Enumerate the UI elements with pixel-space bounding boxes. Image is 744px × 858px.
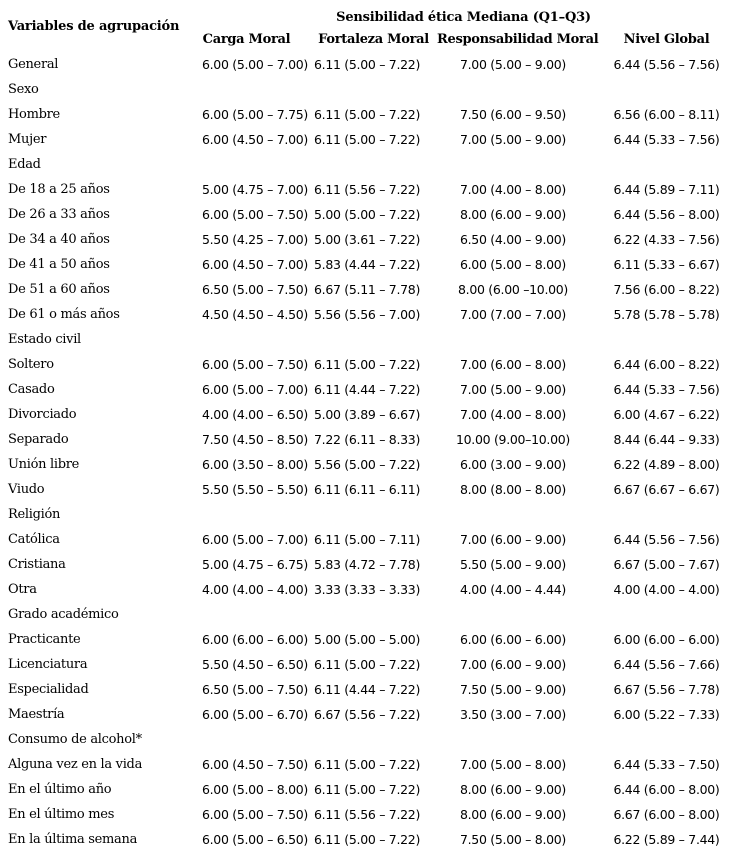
cell-nivel-global: 6.00 (4.67 – 6.22) (613, 407, 720, 422)
row-label: Divorciado (8, 407, 77, 422)
column-header-carga-moral: Carga Moral (202, 31, 291, 47)
cell-fortaleza-moral: 6.11 (5.00 – 7.11) (314, 532, 421, 547)
group-label: Sexo (8, 82, 39, 97)
cell-nivel-global: 6.44 (5.56 – 7.66) (613, 657, 720, 672)
table-row (0, 302, 744, 327)
cell-carga-moral: 6.00 (5.00 – 8.00) (201, 782, 308, 797)
column-header-fortaleza-moral: Fortaleza Moral (318, 31, 429, 47)
cell-nivel-global: 6.67 (5.00 – 7.67) (613, 557, 720, 572)
row-label: De 51 a 60 años (8, 282, 110, 297)
cell-nivel-global (589, 502, 744, 527)
cell-nivel-global: 6.44 (5.33 – 7.56) (613, 382, 720, 397)
cell-nivel-global: 6.44 (5.56 – 7.56) (613, 532, 720, 547)
table-row (0, 102, 744, 127)
cell-fortaleza-moral: 6.67 (5.56 – 7.22) (314, 707, 421, 722)
cell-responsabilidad-moral: 6.00 (5.00 – 8.00) (459, 257, 567, 272)
cell-responsabilidad-moral: 7.00 (4.00 – 8.00) (459, 407, 567, 422)
cell-carga-moral: 5.50 (5.50 – 5.50) (201, 482, 308, 497)
cell-carga-moral: 5.50 (4.25 – 7.00) (201, 232, 308, 247)
cell-responsabilidad-moral: 7.00 (6.00 – 9.00) (459, 657, 567, 672)
row-label: Casado (8, 382, 55, 397)
row-label: Mujer (8, 132, 47, 147)
group-row (0, 77, 744, 102)
cell-fortaleza-moral (310, 152, 437, 177)
cell-responsabilidad-moral: 8.00 (6.00 –10.00) (458, 282, 568, 297)
cell-responsabilidad-moral: 7.00 (5.00 – 9.00) (459, 57, 567, 72)
header-row-group (0, 0, 744, 28)
table-row (0, 552, 744, 577)
cell-carga-moral (183, 327, 310, 352)
cell-fortaleza-moral: 5.83 (4.44 – 7.22) (314, 257, 421, 272)
group-label: Religión (8, 507, 61, 522)
cell-fortaleza-moral (310, 502, 437, 527)
row-label: Cristiana (8, 557, 66, 572)
table-row (0, 227, 744, 252)
cell-nivel-global: 4.00 (4.00 – 4.00) (613, 582, 720, 597)
group-label: Grado académico (8, 607, 119, 622)
cell-nivel-global: 8.44 (6.44 – 9.33) (613, 432, 720, 447)
group-row (0, 152, 744, 177)
cell-carga-moral (183, 602, 310, 627)
cell-nivel-global: 6.00 (5.22 – 7.33) (613, 707, 720, 722)
column-header-responsabilidad-moral: Responsabilidad Moral (437, 31, 599, 47)
cell-nivel-global (589, 602, 744, 627)
column-header-nivel-global: Nivel Global (623, 31, 710, 47)
cell-responsabilidad-moral: 7.00 (5.00 – 9.00) (459, 382, 567, 397)
cell-carga-moral (183, 77, 310, 102)
cell-responsabilidad-moral: 7.00 (5.00 – 9.00) (459, 132, 567, 147)
cell-fortaleza-moral: 5.00 (3.61 – 7.22) (314, 232, 421, 247)
group-label: Edad (8, 157, 41, 172)
cell-fortaleza-moral: 6.11 (5.00 – 7.22) (314, 132, 421, 147)
cell-responsabilidad-moral: 3.50 (3.00 – 7.00) (459, 707, 567, 722)
cell-responsabilidad-moral (437, 602, 589, 627)
cell-carga-moral: 4.50 (4.50 – 4.50) (201, 307, 308, 322)
cell-fortaleza-moral: 5.00 (5.00 – 7.22) (314, 207, 421, 222)
table-row (0, 52, 744, 77)
cell-responsabilidad-moral (437, 152, 589, 177)
cell-carga-moral: 6.00 (5.00 – 6.50) (201, 832, 308, 847)
table-row (0, 452, 744, 477)
cell-carga-moral (183, 152, 310, 177)
row-label: Hombre (8, 107, 60, 122)
table-row (0, 177, 744, 202)
cell-responsabilidad-moral (437, 327, 589, 352)
group-label: Consumo de alcohol* (8, 732, 142, 747)
cell-nivel-global: 6.44 (5.56 – 7.56) (613, 57, 720, 72)
group-row (0, 502, 744, 527)
cell-nivel-global: 5.78 (5.78 – 5.78) (613, 307, 720, 322)
table-row (0, 352, 744, 377)
cell-fortaleza-moral: 6.11 (5.00 – 7.22) (314, 757, 421, 772)
cell-carga-moral: 6.00 (5.00 – 6.70) (201, 707, 308, 722)
cell-carga-moral: 6.50 (5.00 – 7.50) (201, 682, 308, 697)
cell-fortaleza-moral: 6.67 (5.11 – 7.78) (314, 282, 421, 297)
cell-nivel-global: 6.44 (6.00 – 8.00) (613, 782, 720, 797)
row-label: Maestría (8, 707, 65, 722)
cell-carga-moral (183, 727, 310, 752)
cell-nivel-global: 6.00 (6.00 – 6.00) (613, 632, 720, 647)
cell-carga-moral: 5.00 (4.75 – 6.75) (201, 557, 308, 572)
cell-responsabilidad-moral (437, 77, 589, 102)
cell-fortaleza-moral: 3.33 (3.33 – 3.33) (314, 582, 421, 597)
cell-fortaleza-moral: 6.11 (6.11 – 6.11) (314, 482, 421, 497)
table-row (0, 702, 744, 727)
cell-responsabilidad-moral: 4.00 (4.00 – 4.44) (459, 582, 567, 597)
row-header-title: Variables de agrupación (8, 18, 180, 34)
cell-carga-moral: 6.00 (5.00 – 7.00) (201, 382, 308, 397)
cell-nivel-global: 6.22 (4.33 – 7.56) (613, 232, 720, 247)
cell-fortaleza-moral: 5.83 (4.72 – 7.78) (314, 557, 421, 572)
cell-nivel-global (589, 727, 744, 752)
cell-nivel-global: 6.67 (6.00 – 8.00) (613, 807, 720, 822)
table-row (0, 777, 744, 802)
cell-responsabilidad-moral: 7.50 (6.00 – 9.50) (459, 107, 567, 122)
cell-responsabilidad-moral: 7.00 (7.00 – 7.00) (459, 307, 567, 322)
cell-fortaleza-moral (310, 327, 437, 352)
row-label: Licenciatura (8, 657, 88, 672)
cell-fortaleza-moral: 6.11 (4.44 – 7.22) (314, 382, 421, 397)
table-row (0, 277, 744, 302)
cell-carga-moral: 6.00 (5.00 – 7.50) (201, 807, 308, 822)
row-label: De 26 a 33 años (8, 207, 110, 222)
cell-nivel-global: 6.44 (5.33 – 7.56) (613, 132, 720, 147)
row-label: Soltero (8, 357, 54, 372)
cell-carga-moral: 4.00 (4.00 – 6.50) (201, 407, 308, 422)
cell-fortaleza-moral: 5.00 (5.00 – 5.00) (314, 632, 421, 647)
cell-fortaleza-moral: 5.00 (3.89 – 6.67) (314, 407, 421, 422)
table-row (0, 577, 744, 602)
table-row (0, 802, 744, 827)
cell-fortaleza-moral: 6.11 (5.00 – 7.22) (314, 357, 421, 372)
table-row (0, 627, 744, 652)
cell-carga-moral: 6.00 (6.00 – 6.00) (201, 632, 308, 647)
table-row (0, 677, 744, 702)
cell-fortaleza-moral: 6.11 (4.44 – 7.22) (314, 682, 421, 697)
cell-responsabilidad-moral: 7.00 (6.00 – 9.00) (459, 532, 567, 547)
cell-fortaleza-moral (310, 727, 437, 752)
cell-carga-moral: 6.00 (4.50 – 7.50) (201, 757, 308, 772)
cell-carga-moral: 5.50 (4.50 – 6.50) (201, 657, 308, 672)
cell-fortaleza-moral (310, 77, 437, 102)
row-label: En el último mes (8, 807, 115, 822)
cell-responsabilidad-moral: 6.50 (4.00 – 9.00) (459, 232, 567, 247)
cell-fortaleza-moral: 6.11 (5.00 – 7.22) (314, 782, 421, 797)
cell-fortaleza-moral: 6.11 (5.00 – 7.22) (314, 832, 421, 847)
cell-responsabilidad-moral: 6.00 (3.00 – 9.00) (459, 457, 567, 472)
cell-responsabilidad-moral: 7.50 (5.00 – 8.00) (459, 832, 567, 847)
row-label: Especialidad (8, 682, 89, 697)
cell-carga-moral: 6.00 (5.00 – 7.75) (201, 107, 308, 122)
cell-nivel-global: 6.44 (5.33 – 7.50) (613, 757, 720, 772)
cell-carga-moral: 6.00 (5.00 – 7.00) (201, 57, 308, 72)
row-label: De 41 a 50 años (8, 257, 110, 272)
cell-responsabilidad-moral: 6.00 (6.00 – 6.00) (459, 632, 567, 647)
cell-fortaleza-moral: 5.56 (5.00 – 7.22) (314, 457, 421, 472)
cell-fortaleza-moral: 5.56 (5.56 – 7.00) (314, 307, 421, 322)
cell-nivel-global: 7.56 (6.00 – 8.22) (613, 282, 720, 297)
table-body (0, 52, 744, 852)
cell-carga-moral: 4.00 (4.00 – 4.00) (201, 582, 308, 597)
group-row (0, 727, 744, 752)
cell-carga-moral: 6.00 (5.00 – 7.50) (201, 357, 308, 372)
row-label: Viudo (8, 482, 45, 497)
cell-nivel-global: 6.67 (5.56 – 7.78) (613, 682, 720, 697)
cell-nivel-global (589, 77, 744, 102)
cell-responsabilidad-moral: 8.00 (8.00 – 8.00) (459, 482, 567, 497)
row-label: De 34 a 40 años (8, 232, 110, 247)
cell-fortaleza-moral (310, 602, 437, 627)
row-label: En la última semana (8, 832, 138, 847)
row-label: De 18 a 25 años (8, 182, 110, 197)
row-label: De 61 o más años (8, 307, 120, 322)
cell-fortaleza-moral: 6.11 (5.00 – 7.22) (314, 107, 421, 122)
cell-fortaleza-moral: 6.11 (5.56 – 7.22) (314, 182, 421, 197)
cell-carga-moral (183, 502, 310, 527)
row-label: General (8, 57, 59, 72)
table-header (0, 0, 744, 52)
table-row (0, 202, 744, 227)
cell-responsabilidad-moral: 8.00 (6.00 – 9.00) (459, 207, 567, 222)
cell-responsabilidad-moral: 8.00 (6.00 – 9.00) (459, 807, 567, 822)
table-row (0, 402, 744, 427)
table-row (0, 127, 744, 152)
cell-responsabilidad-moral: 7.00 (4.00 – 8.00) (459, 182, 567, 197)
cell-nivel-global: 6.22 (5.89 – 7.44) (613, 832, 720, 847)
row-label: Unión libre (8, 457, 80, 472)
cell-nivel-global: 6.44 (5.89 – 7.11) (613, 182, 720, 197)
table-row (0, 652, 744, 677)
cell-carga-moral: 6.00 (3.50 – 8.00) (201, 457, 308, 472)
row-label: Católica (8, 532, 60, 547)
cell-nivel-global (589, 327, 744, 352)
table-row (0, 827, 744, 852)
row-label: Alguna vez en la vida (8, 757, 143, 772)
cell-carga-moral: 5.00 (4.75 – 7.00) (201, 182, 308, 197)
cell-responsabilidad-moral (437, 502, 589, 527)
cell-responsabilidad-moral (437, 727, 589, 752)
cell-nivel-global: 6.67 (6.67 – 6.67) (613, 482, 720, 497)
table-row (0, 377, 744, 402)
cell-carga-moral: 6.00 (5.00 – 7.00) (201, 532, 308, 547)
cell-responsabilidad-moral: 7.00 (5.00 – 8.00) (459, 757, 567, 772)
group-header: Sensibilidad ética Mediana (Q1–Q3) (336, 9, 591, 25)
cell-responsabilidad-moral: 5.50 (5.00 – 9.00) (459, 557, 567, 572)
cell-responsabilidad-moral: 8.00 (6.00 – 9.00) (459, 782, 567, 797)
cell-fortaleza-moral: 7.22 (6.11 – 8.33) (314, 432, 421, 447)
cell-responsabilidad-moral: 10.00 (9.00–10.00) (456, 432, 570, 447)
group-label: Estado civil (8, 332, 81, 347)
cell-fortaleza-moral: 6.11 (5.56 – 7.22) (314, 807, 421, 822)
cell-responsabilidad-moral: 7.00 (6.00 – 8.00) (459, 357, 567, 372)
cell-carga-moral: 6.00 (5.00 – 7.50) (201, 207, 308, 222)
row-label: En el último año (8, 782, 112, 797)
table-row (0, 752, 744, 777)
cell-fortaleza-moral: 6.11 (5.00 – 7.22) (314, 657, 421, 672)
table-row (0, 527, 744, 552)
row-label: Otra (8, 582, 37, 597)
cell-nivel-global (589, 152, 744, 177)
table-row (0, 477, 744, 502)
cell-carga-moral: 6.00 (4.50 – 7.00) (201, 257, 308, 272)
cell-nivel-global: 6.22 (4.89 – 8.00) (613, 457, 720, 472)
group-row (0, 327, 744, 352)
cell-nivel-global: 6.44 (6.00 – 8.22) (613, 357, 720, 372)
table-row (0, 252, 744, 277)
cell-fortaleza-moral: 6.11 (5.00 – 7.22) (314, 57, 421, 72)
table-row (0, 427, 744, 452)
row-label: Practicante (8, 632, 81, 647)
cell-carga-moral: 7.50 (4.50 – 8.50) (201, 432, 308, 447)
group-row (0, 602, 744, 627)
cell-nivel-global: 6.11 (5.33 – 6.67) (613, 257, 720, 272)
cell-nivel-global: 6.56 (6.00 – 8.11) (613, 107, 720, 122)
row-label: Separado (8, 432, 69, 447)
cell-carga-moral: 6.50 (5.00 – 7.50) (201, 282, 308, 297)
cell-carga-moral: 6.00 (4.50 – 7.00) (201, 132, 308, 147)
cell-nivel-global: 6.44 (5.56 – 8.00) (613, 207, 720, 222)
cell-responsabilidad-moral: 7.50 (5.00 – 9.00) (459, 682, 567, 697)
